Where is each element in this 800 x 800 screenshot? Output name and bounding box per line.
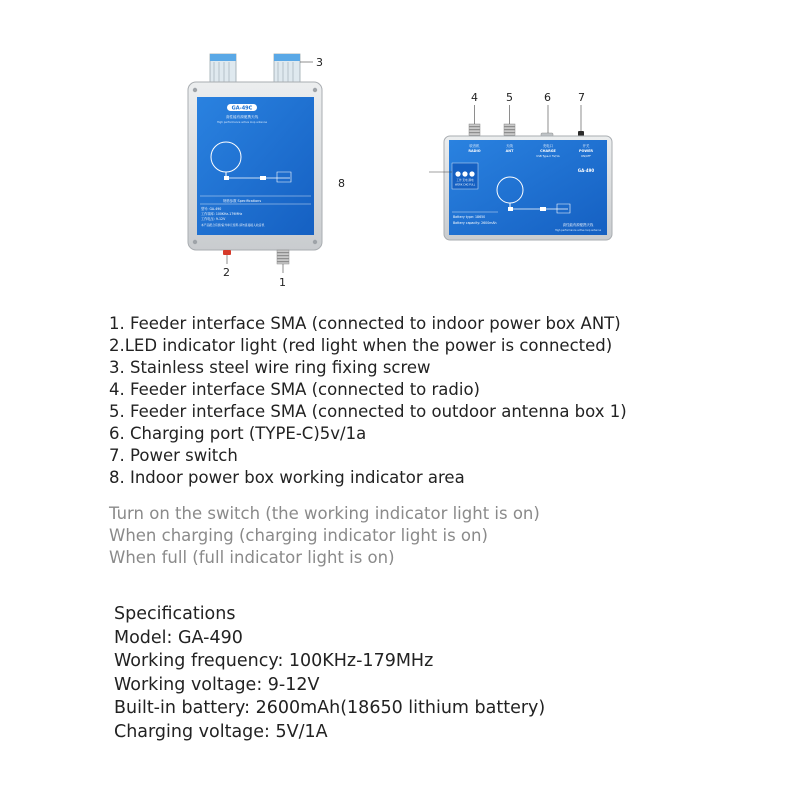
port-ant-en: ANT [505,149,514,153]
legend-item: 4. Feeder interface SMA (connected to radio) [109,380,480,399]
left-model-badge: GA-49C [231,105,253,112]
indicator-area [452,163,478,189]
work-indicator [455,171,460,176]
left-spec-line: 型号: GA-490 [201,207,222,211]
specifications-heading: Specifications [114,604,236,624]
legend-item: 6. Charging port (TYPE-C)5v/1a [109,424,367,443]
right-title-cn: 高性能有源便携天线 [562,223,594,227]
right-model: GA-490 [577,168,595,173]
component-legend [109,313,627,489]
port-charge-sub: USB Type-C 5V/1A [536,155,560,158]
left-title-cn: 高性能有源便携天线 [225,115,259,119]
legend-item: 7. Power switch [109,446,238,465]
port-power-cn: 开关 [582,144,590,148]
left-sma-connector [277,250,289,264]
port-power-en: POWER [578,149,594,153]
ribbon-tab-right [274,54,300,84]
callout-8: 8 [338,177,345,190]
left-led [223,250,231,255]
charge-indicator [462,171,467,176]
spec-model: Model: GA-490 [114,627,243,648]
port-power-sub: ON/OFF [581,155,591,158]
legend-item: 8. Indoor power box working indicator area [109,468,465,487]
port-radio-en: RADIO [468,149,481,153]
spec-frequency: Working frequency: 100KHz-179MHz [114,651,434,672]
battery-capacity: Battery capacity: 2600mAh [453,221,497,225]
callout-2: 2 [223,266,230,279]
status-item: When full (full indicator light is on) [109,548,395,567]
product-diagram [0,0,800,300]
left-spec-line: 本产品配合有源/室外单元使用,请勿直接接入收音机 [201,223,265,227]
port-radio-cn: 收音机 [469,144,480,148]
callout-5: 5 [506,91,513,104]
legend-item: 1. Feeder interface SMA (connected to indoor power box ANT) [109,314,621,333]
right-title-en: High performance active loop antenna [554,229,602,232]
left-title-en: High performance active loop antenna [216,121,268,124]
specifications-block [114,603,545,745]
left-spec-line: 工作频率: 100KHz-179MHz [201,212,243,216]
ribbon-tab-left [210,54,236,84]
port-charge-en: CHARGE [540,149,556,153]
left-spec-header: 规格参数 Specifications [222,199,262,203]
spec-voltage: Working voltage: 9-12V [114,674,320,695]
status-item: Turn on the switch (the working indicator light is on) [109,504,540,523]
left-device [188,54,322,273]
left-spec-line: 工作电压: 9-12V [201,217,226,221]
port-charge-cn: 充电口 [542,144,554,148]
callout-4: 4 [471,91,478,104]
callout-1: 1 [279,276,286,289]
indicator-status-list [109,503,540,569]
indicator-sub: WORK CHG FULL [454,183,476,187]
legend-item: 5. Feeder interface SMA (connected to outdoor antenna box 1) [109,402,627,421]
status-item: When charging (charging indicator light is on) [109,526,488,545]
callout-3: 3 [316,56,323,69]
right-device [429,105,612,240]
port-ant-cn: 天线 [506,144,513,148]
legend-item: 2.LED indicator light (red light when the power is connected) [109,336,613,355]
callout-6: 6 [544,91,551,104]
indicator-label: 工作 充电 满电 [456,179,474,182]
spec-charging: Charging voltage: 5V/1A [114,721,328,742]
callout-7: 7 [578,91,585,104]
legend-item: 3. Stainless steel wire ring fixing screw [109,358,431,377]
battery-type: Battery type: 18650 [453,215,486,219]
full-indicator [469,171,474,176]
spec-battery: Built-in battery: 2600mAh(18650 lithium battery) [114,698,546,719]
